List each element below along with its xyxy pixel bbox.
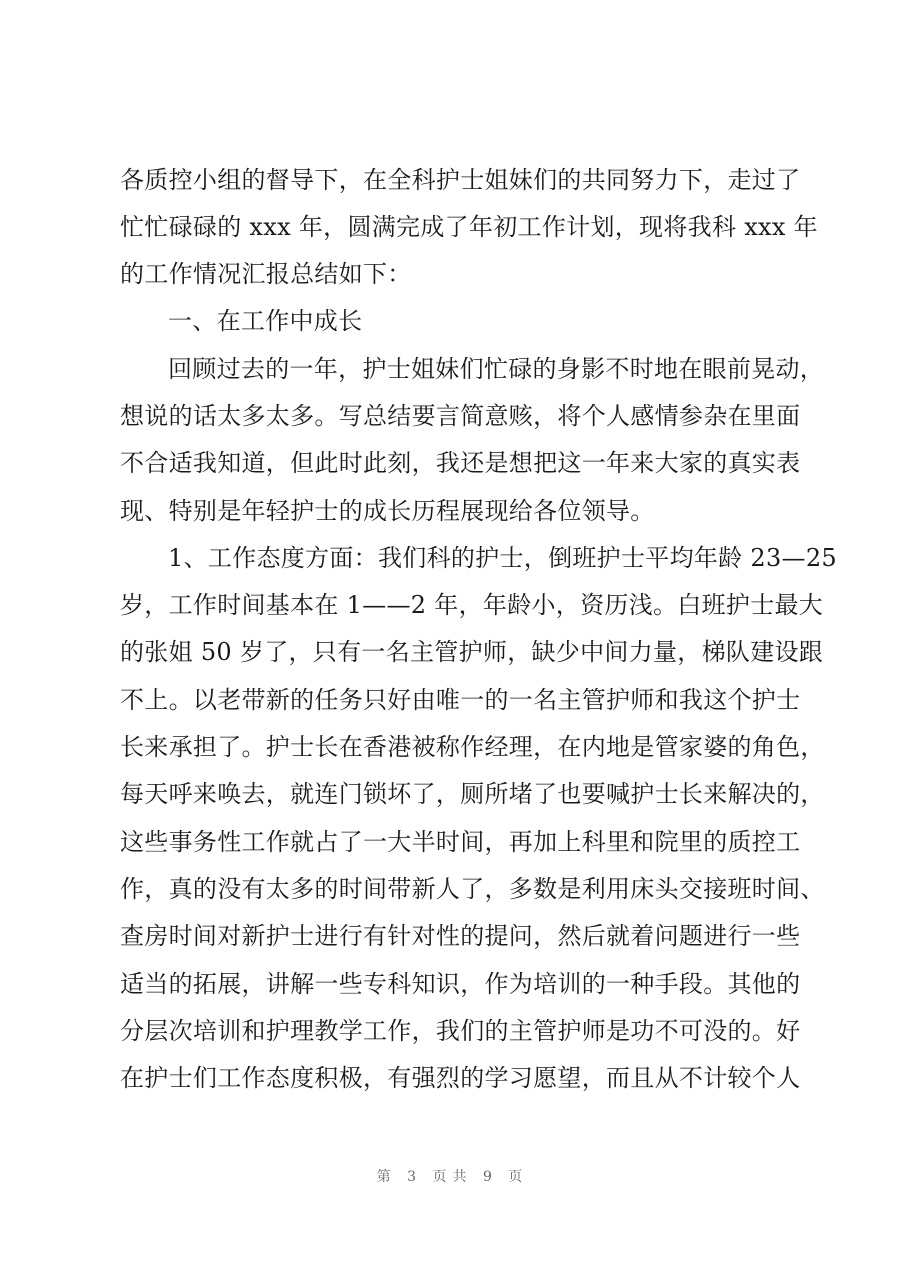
- text-line: 忙忙碌碌的 xxx 年，圆满完成了年初工作计划，现将我科 xxx 年: [120, 213, 818, 241]
- text-line: 想说的话太多太多。写总结要言简意赅，将个人感情参杂在里面: [120, 402, 801, 430]
- text-line: 这些事务性工作就占了一大半时间，再加上科里和院里的质控工: [120, 828, 801, 856]
- text-line: 不合适我知道，但此时此刻，我还是想把这一年来大家的真实表: [120, 449, 801, 477]
- text-line: 在护士们工作态度积极，有强烈的学习愿望，而且从不计较个人: [120, 1064, 801, 1092]
- text-line: 的张姐 50 岁了，只有一名主管护师，缺少中间力量，梯队建设跟: [120, 638, 824, 666]
- text-line: 各质控小组的督导下，在全科护士姐妹们的共同努力下，走过了: [120, 166, 801, 194]
- text-line: 适当的拓展，讲解一些专科知识，作为培训的一种手段。其他的: [120, 970, 801, 998]
- text-line: 不上。以老带新的任务只好由唯一的一名主管护师和我这个护士: [120, 686, 801, 714]
- text-line: 分层次培训和护理教学工作，我们的主管护师是功不可没的。好: [120, 1017, 801, 1045]
- section-heading: 一、在工作中成长: [168, 307, 363, 335]
- text-line: 回顾过去的一年，护士姐妹们忙碌的身影不时地在眼前晃动，: [168, 355, 825, 383]
- text-line: 每天呼来唤去，就连门锁坏了，厕所堵了也要喊护士长来解决的，: [120, 780, 825, 808]
- text-line: 查房时间对新护士进行有针对性的提问，然后就着问题进行一些: [120, 922, 801, 950]
- page-number: 第 3 页共 9 页: [376, 1169, 529, 1185]
- text-line: 岁，工作时间基本在 1——2 年，年龄小，资历浅。白班护士最大: [120, 591, 824, 619]
- text-line: 的工作情况汇报总结如下：: [120, 260, 412, 288]
- text-line: 1、工作态度方面：我们科的护士，倒班护士平均年龄 23—25: [168, 544, 837, 572]
- text-line: 长来承担了。护士长在香港被称作经理，在内地是管家婆的角色，: [120, 733, 825, 761]
- text-line: 现、特别是年轻护士的成长历程展现给各位领导。: [120, 497, 655, 525]
- text-line: 作，真的没有太多的时间带新人了，多数是利用床头交接班时间、: [120, 875, 825, 903]
